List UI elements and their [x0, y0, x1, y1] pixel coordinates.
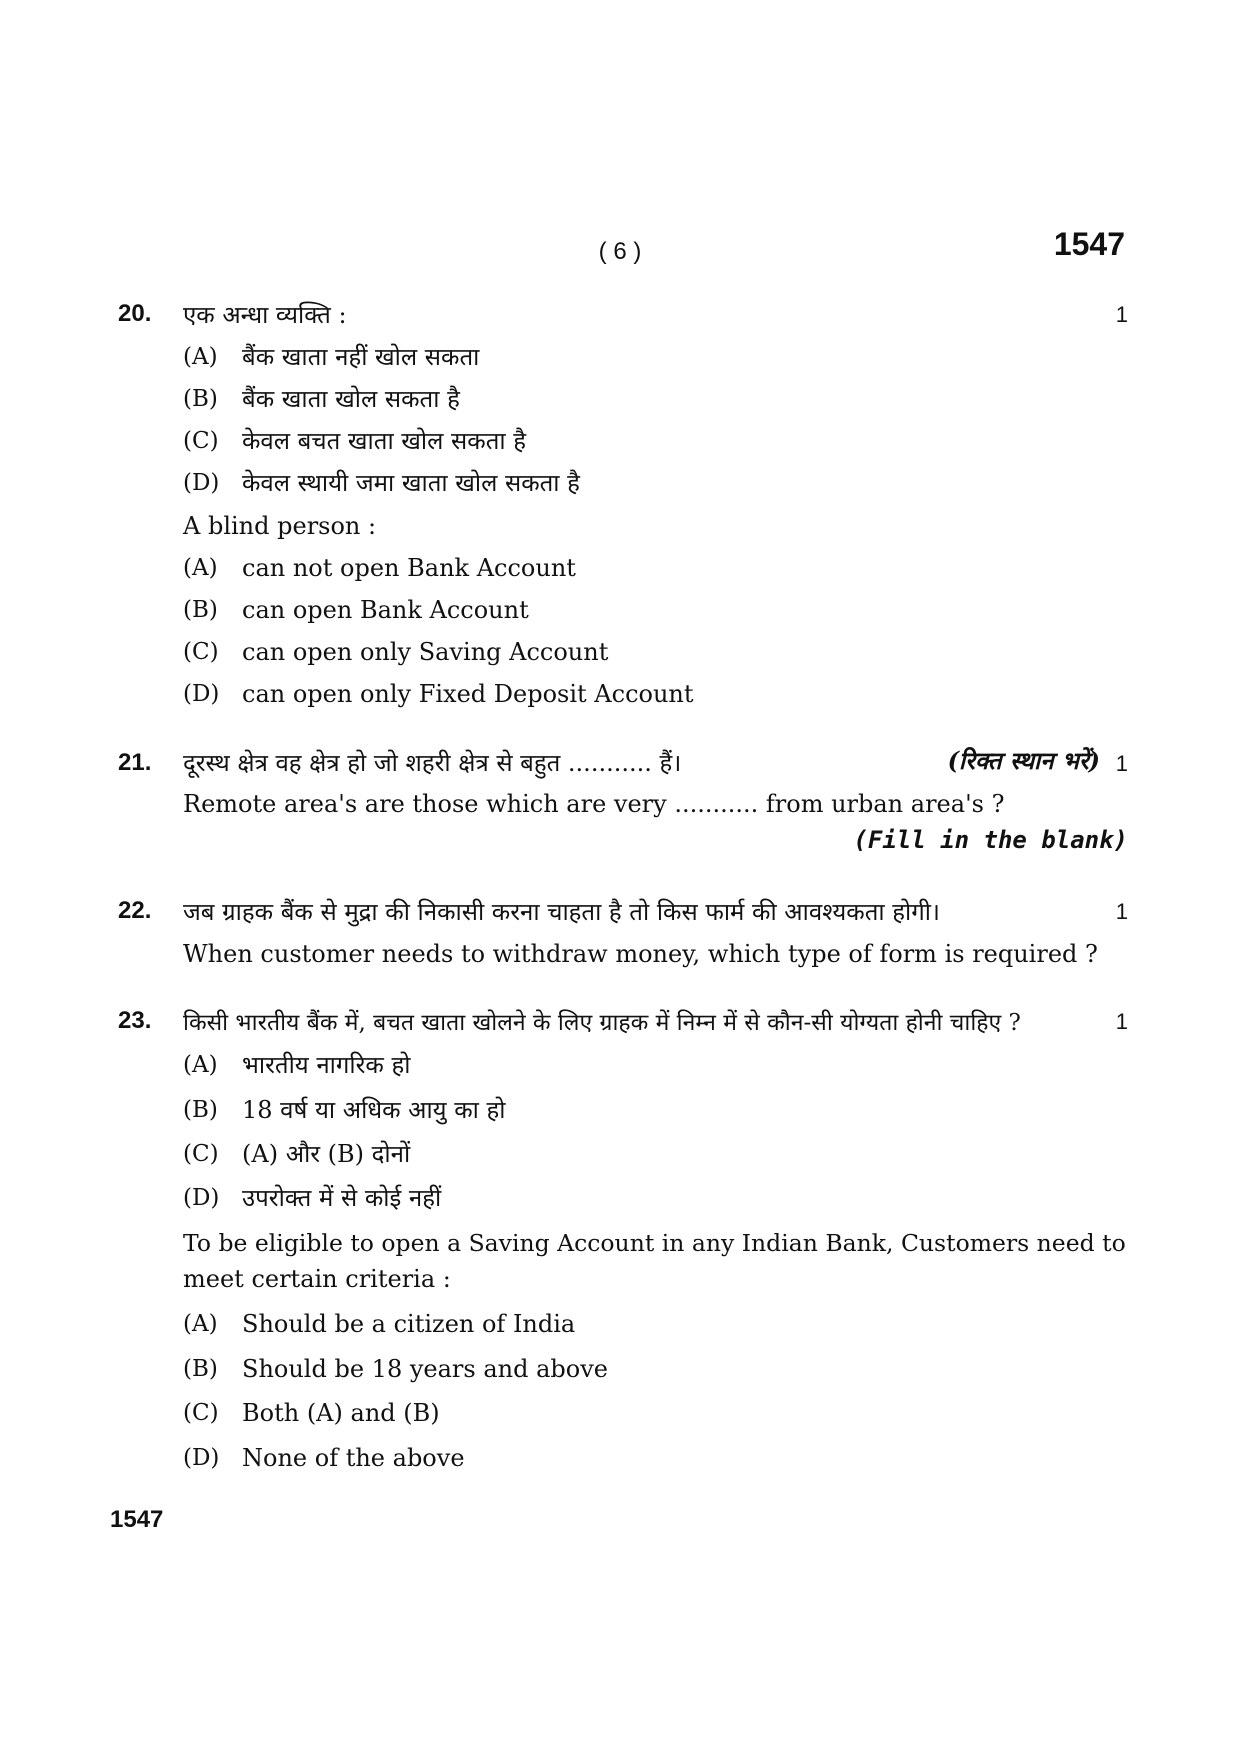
q20-hi-opt-b-label: (B) — [183, 386, 218, 412]
q20-marks: 1 — [1115, 302, 1128, 327]
q20-hindi-stem: एक अन्धा व्यक्ति : — [183, 301, 347, 329]
q20-en-opt-c-label: (C) — [183, 639, 219, 665]
q20-hi-opt-d-label: (D) — [183, 470, 220, 496]
q21-english-stem: Remote area's are those which are very ........... from urban area's ? — [183, 790, 1005, 818]
q23-en-opt-d-label: (D) — [183, 1445, 220, 1471]
paper-code-bottom: 1547 — [110, 1506, 164, 1533]
q23-en-opt-d: None of the above — [242, 1444, 465, 1472]
paper-code-top: 1547 — [1053, 226, 1125, 262]
q23-en-opt-b: Should be 18 years and above — [242, 1355, 608, 1383]
q23-hi-opt-c: (A) और (B) दोनों — [242, 1140, 411, 1168]
q23-en-opt-c-label: (C) — [183, 1400, 219, 1426]
q20-hi-opt-b: बैंक खाता खोल सकता है — [242, 385, 460, 413]
question-number-20: 20. — [118, 300, 152, 327]
q20-en-opt-d-label: (D) — [183, 681, 220, 707]
q22-english-stem: When customer needs to withdraw money, which type of form is required ? — [183, 940, 1098, 968]
q23-hindi-stem: किसी भारतीय बैंक में, बचत खाता खोलने के लिए ग्राहक में निम्न में से कौन-सी योग्यता होनी चाहिए ? — [183, 1010, 1021, 1036]
q22-hindi-stem: जब ग्राहक बैंक से मुद्रा की निकासी करना चाहता है तो किस फार्म की आवश्यकता होगी। — [183, 898, 941, 926]
q22-marks: 1 — [1115, 899, 1128, 924]
question-number-22: 22. — [118, 897, 152, 924]
question-number-23: 23. — [118, 1007, 152, 1034]
q23-en-opt-a-label: (A) — [183, 1311, 218, 1337]
q20-en-opt-b: can open Bank Account — [242, 596, 529, 624]
q20-en-opt-a-label: (A) — [183, 555, 218, 581]
q20-en-opt-d: can open only Fixed Deposit Account — [242, 680, 694, 708]
q20-en-opt-b-label: (B) — [183, 597, 218, 623]
q20-en-opt-c: can open only Saving Account — [242, 638, 609, 666]
q21-marks: 1 — [1115, 751, 1128, 776]
q20-hi-opt-a: बैंक खाता नहीं खोल सकता — [242, 343, 480, 371]
q21-hindi-fill-instruction: (रिक्त स्थान भरें) — [947, 746, 1100, 775]
q23-hi-opt-a: भारतीय नागरिक हो — [242, 1051, 411, 1079]
q20-hi-opt-a-label: (A) — [183, 344, 218, 370]
q23-hi-opt-b: 18 वर्ष या अधिक आयु का हो — [242, 1096, 506, 1124]
q23-hi-opt-b-label: (B) — [183, 1097, 218, 1123]
q20-hi-opt-c: केवल बचत खाता खोल सकता है — [242, 427, 526, 455]
q23-hi-opt-a-label: (A) — [183, 1052, 218, 1078]
q23-en-opt-c: Both (A) and (B) — [242, 1399, 440, 1427]
q21-hindi-stem: दूरस्थ क्षेत्र वह क्षेत्र हो जो शहरी क्षेत्र से बहुत ........... हैं। — [183, 749, 682, 777]
q23-hi-opt-d-label: (D) — [183, 1185, 220, 1211]
q20-hi-opt-d: केवल स्थायी जमा खाता खोल सकता है — [242, 469, 580, 497]
q20-en-opt-a: can not open Bank Account — [242, 554, 576, 582]
q23-english-stem-line1: To be eligible to open a Saving Account in any Indian Bank, Customers need to — [183, 1229, 1126, 1257]
q20-hi-opt-c-label: (C) — [183, 428, 219, 454]
q23-en-opt-b-label: (B) — [183, 1356, 218, 1382]
q20-english-stem: A blind person : — [183, 512, 377, 540]
q23-marks: 1 — [1115, 1009, 1128, 1034]
q23-hi-opt-d: उपरोक्त में से कोई नहीं — [242, 1184, 442, 1212]
q23-en-opt-a: Should be a citizen of India — [242, 1310, 576, 1338]
q21-english-fill-instruction: (Fill in the blank) — [853, 826, 1128, 854]
page-number: ( 6 ) — [598, 238, 642, 265]
q23-hi-opt-c-label: (C) — [183, 1141, 219, 1167]
q23-english-stem-line2: meet certain criteria : — [183, 1265, 451, 1293]
question-number-21: 21. — [118, 749, 152, 776]
